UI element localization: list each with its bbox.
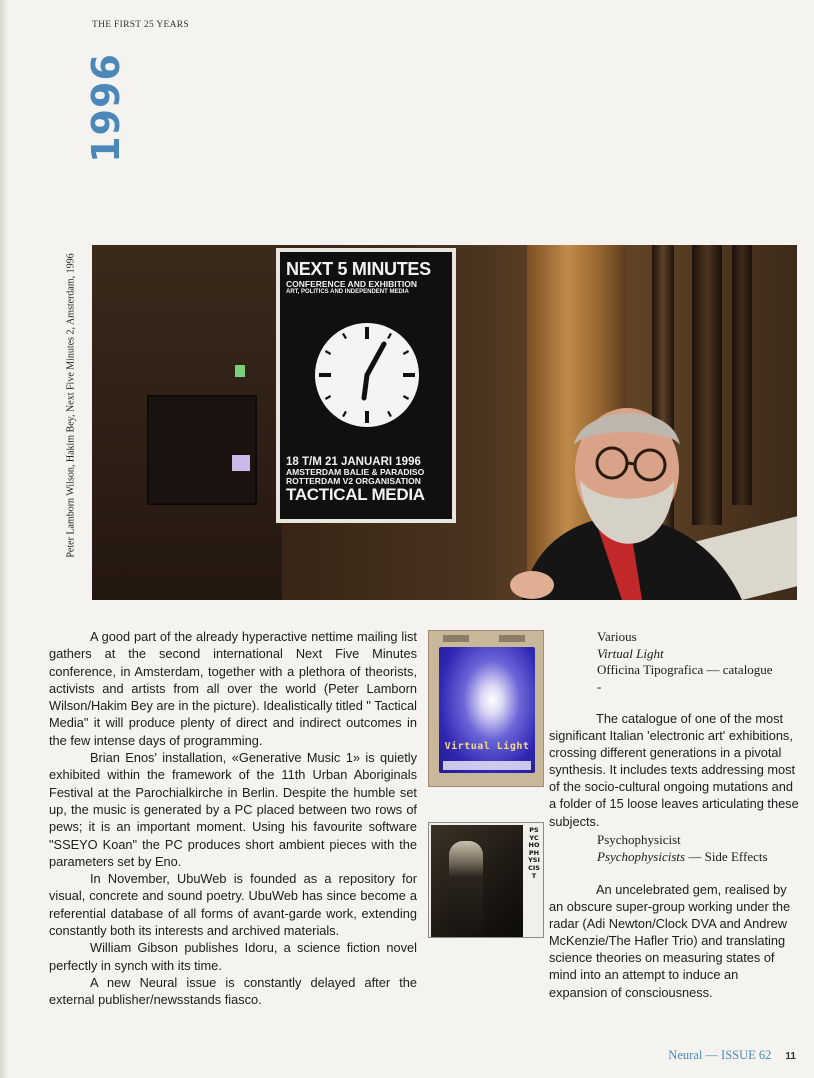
cover-strip	[443, 761, 531, 770]
photo-caption: Peter Lamborn Wilson, Hakim Bey, Next Five Minutes 2, Amsterdam, 1996	[65, 252, 77, 558]
page-footer	[668, 1048, 796, 1063]
poster-location: AMSTERDAM BALIE & PARADISO	[286, 467, 425, 477]
body-text	[49, 628, 417, 1009]
body-paragraph: A good part of the already hyperactive nettime mailing list gathers at the second international Next Five Minutes conference, in Amsterdam, together with a plethora of theorists, activists and artists from all over the world (Peter Lamborn Wilson/Hakim Bey are in the picture). Idealistically titled " Tactical Media" it will produce plenty of direct and indirect outcomes in the few intense days of programming.	[49, 629, 417, 748]
review-body: The catalogue of one of the most significant Italian 'electronic art' exhibitions, crossing different generations in a pivotal synthesis. It includes texts addressing most of the socio-cultural ongoing mutations and a folder of 15 loose leaves articulating these subjects.	[549, 711, 799, 829]
poster-subtitle-2: ART, POLITICS AND INDEPENDENT MEDIA	[286, 289, 409, 295]
cover-vertical-title: PSYCHOPHYSICIST	[528, 826, 540, 880]
photo-monitor	[147, 395, 257, 505]
review-extra: -	[597, 678, 602, 694]
event-photo	[92, 245, 797, 600]
cover-figure	[449, 841, 483, 931]
poster-tagline: TACTICAL MEDIA	[286, 485, 425, 504]
publisher-logo	[499, 635, 525, 642]
review-artist: Psychophysicist	[597, 832, 681, 847]
body-paragraph: In November, UbuWeb is founded as a repository for visual, concrete and sound poetry. UbuWeb has since become a referential database of all forms of avant-garde work, extending constantly both its interests and archived materials.	[49, 871, 417, 939]
body-paragraph: Brian Enos' installation, «Generative Music 1» is quietly exhibited within the framework of the 11th Urban Aboriginals Festival at the Parochialkirche in Berlin. Despite the humble set up, the music is generated by a PC placed between two rows of pews; it is an important moment. Using his favourite software "SSEYO Koan" the PC produces short ambient pieces with the parameters set by Eno.	[49, 750, 417, 869]
year-heading	[82, 53, 130, 163]
poster-info	[286, 457, 454, 503]
review-body: An uncelebrated gem, realised by an obscure super-group working under the radar (Adi Newton/Clock DVA and Andrew McKenzie/The Hafler Trio) and translating science theories on measuring states of mind into an attempt to induce an expansion of consciousness.	[549, 882, 791, 1000]
running-head: THE FIRST 25 YEARS	[92, 20, 189, 30]
photo-caption-container	[58, 245, 84, 565]
publisher-logo	[443, 635, 469, 642]
cover-title: Virtual Light	[444, 741, 530, 752]
poster-title: NEXT 5 MINUTES	[286, 259, 431, 279]
cover-artwork	[439, 647, 535, 773]
page-fold-shadow	[0, 0, 8, 1078]
review-meta-virtual-light	[549, 629, 799, 695]
poster-location: ROTTERDAM V2 ORGANISATION	[286, 476, 421, 486]
person-figure	[502, 385, 742, 600]
review-title-line	[597, 849, 799, 866]
poster-subtitle: CONFERENCE AND EXHIBITION	[286, 279, 417, 289]
conference-poster	[276, 248, 456, 523]
psychophysicist-cover	[428, 822, 544, 938]
review-text-virtual-light	[549, 710, 799, 830]
review-title: Psychophysicists	[597, 848, 686, 864]
poster-date: 18 T/M 21 JANUARI 1996	[286, 456, 421, 468]
body-paragraph: A new Neural issue is constantly delayed after the external publisher/newsstands fiasco.	[49, 974, 417, 1008]
year-label: 1996	[84, 53, 129, 163]
photo-lamp	[235, 365, 245, 377]
footer-magazine: Neural — ISSUE 62	[668, 1048, 772, 1062]
clock-icon	[312, 320, 422, 430]
review-meta-psychophysicist	[549, 832, 799, 865]
review-text-psychophysicist	[549, 881, 799, 1001]
virtual-light-cover	[428, 630, 544, 787]
page-number: 11	[785, 1051, 796, 1062]
review-title: Virtual Light	[597, 645, 664, 661]
review-artist: Various	[597, 629, 637, 644]
review-publisher: Officina Tipografica — catalogue	[597, 662, 773, 677]
body-paragraph: William Gibson publishes Idoru, a science fiction novel perfectly in synch with its time.	[49, 940, 417, 973]
photo-screen	[232, 455, 250, 471]
review-label: — Side Effects	[685, 848, 768, 864]
